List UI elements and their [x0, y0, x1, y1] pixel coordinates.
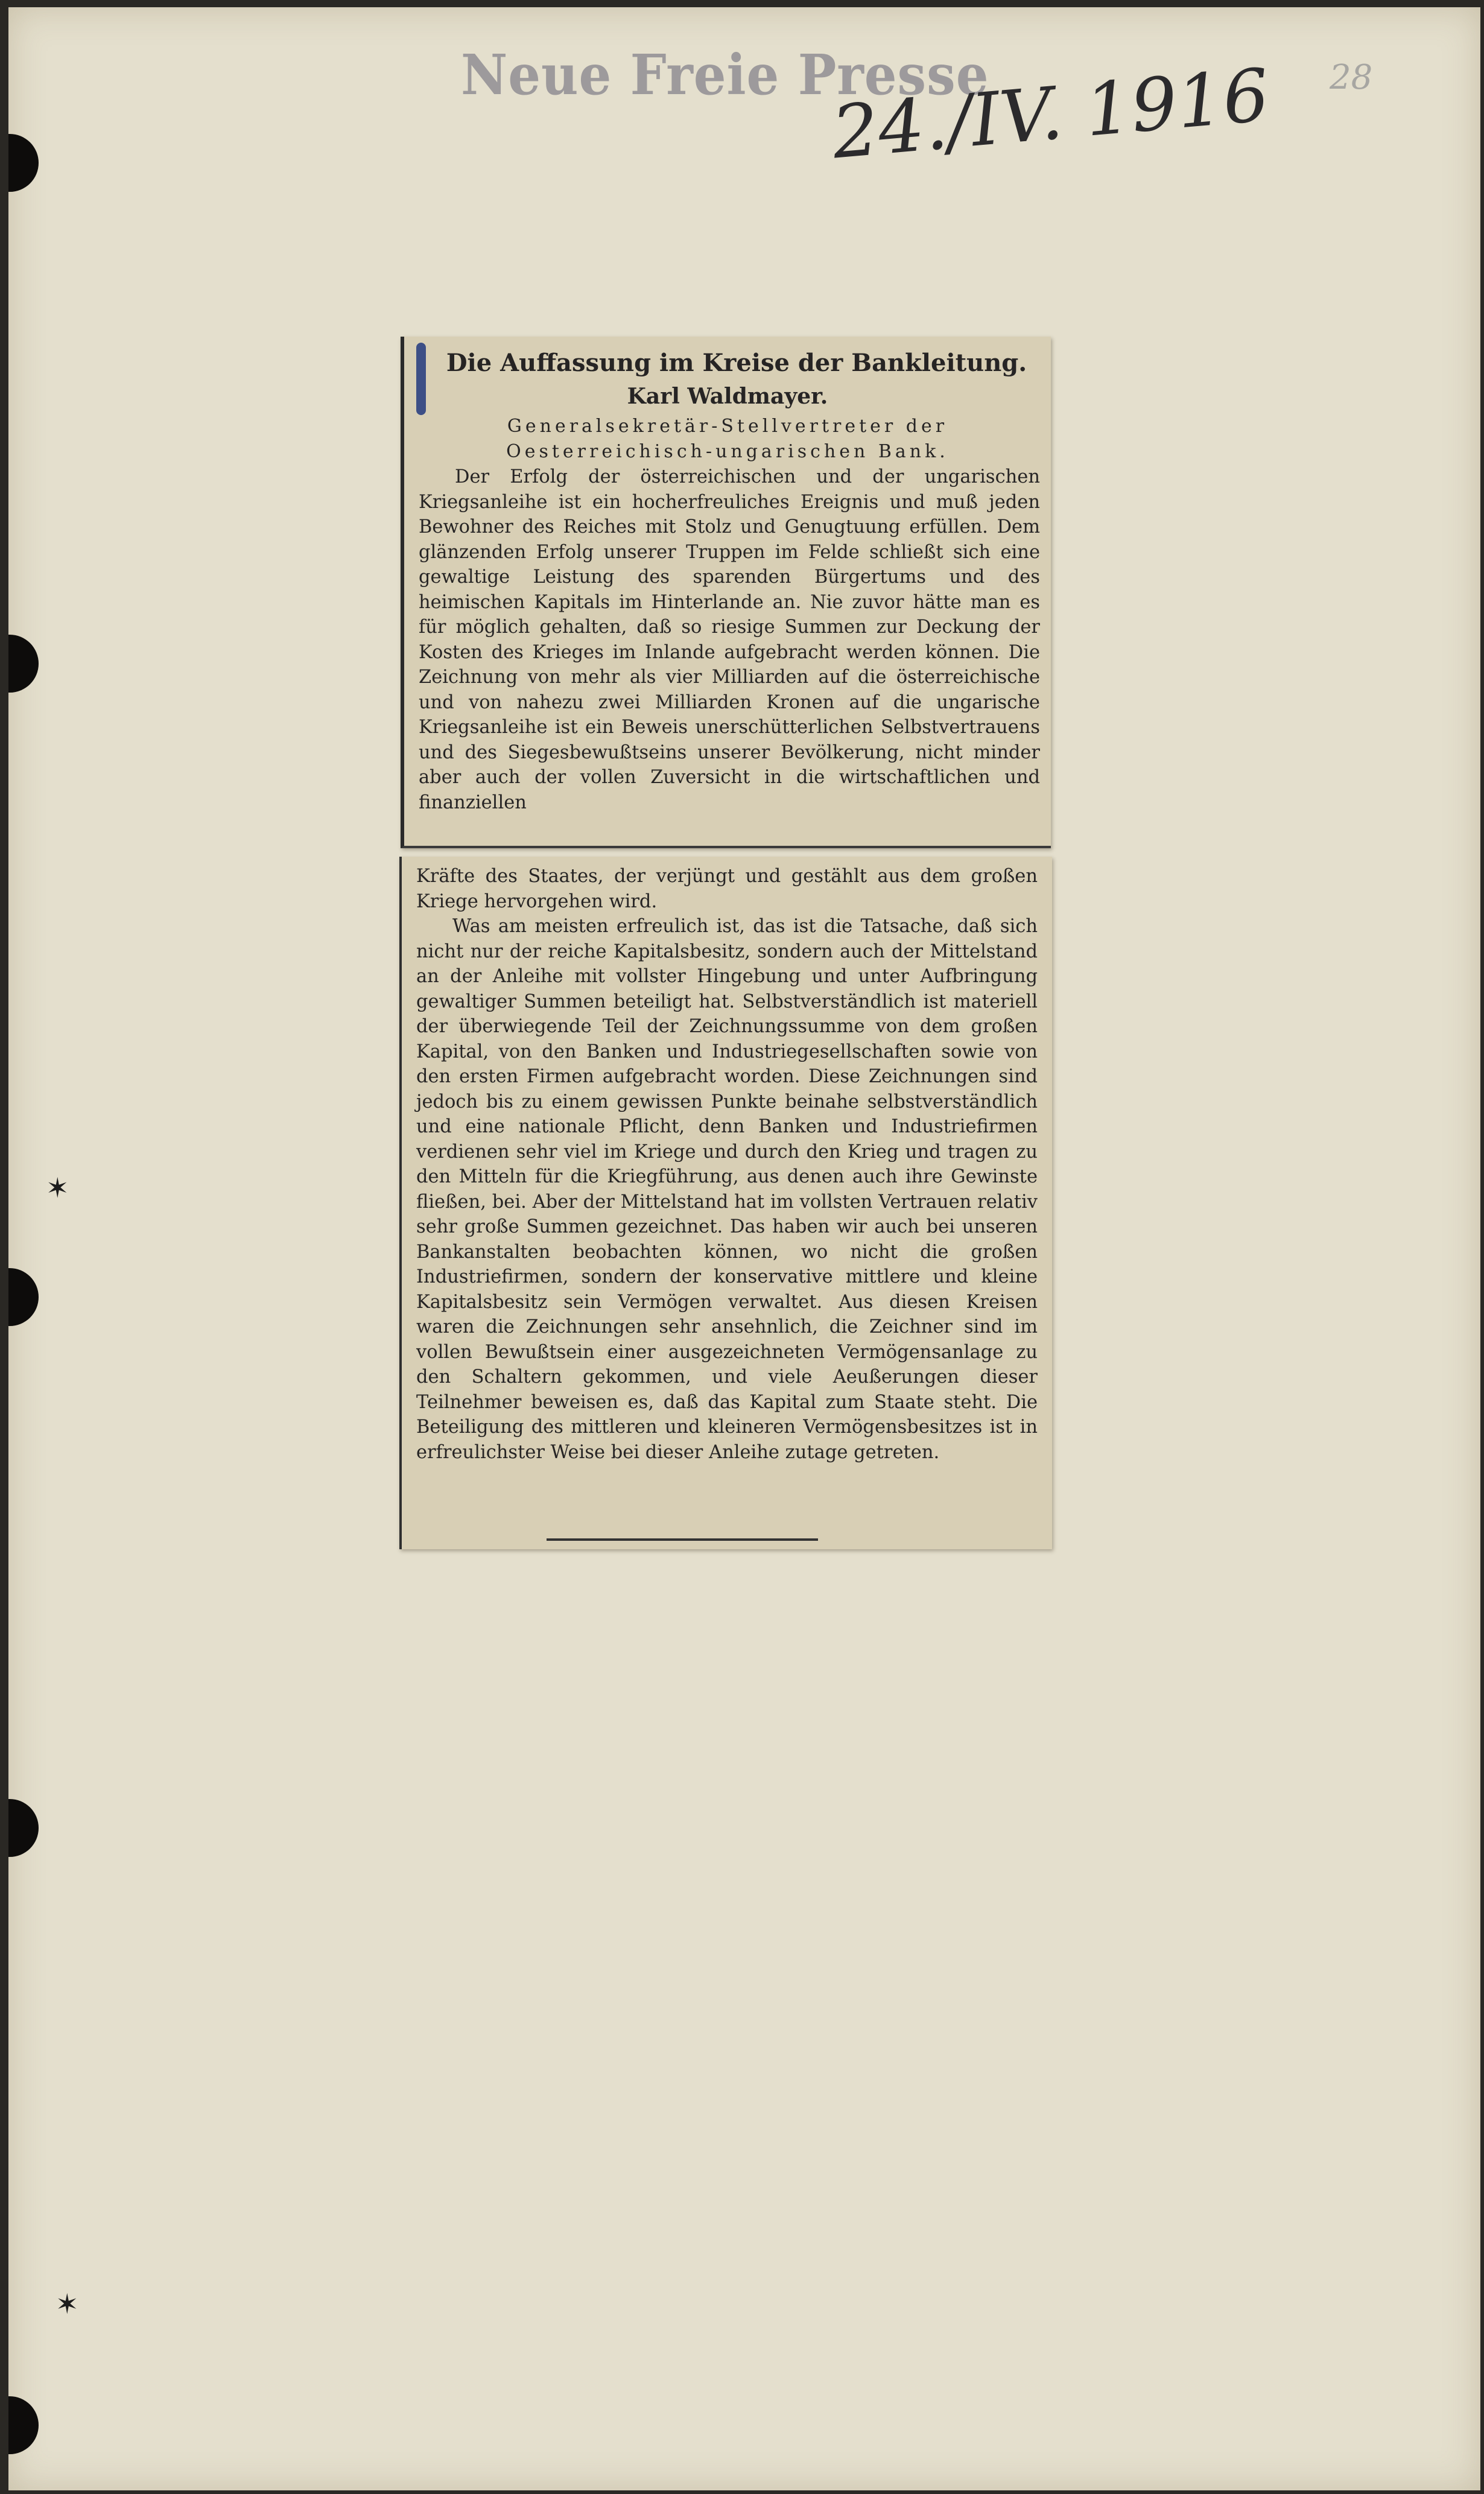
binder-hole	[8, 635, 39, 693]
author-position: Generalsekretär-Stellvertreter der Oesterreichisch-ungarischen Bank.	[506, 416, 949, 462]
binder-hole	[8, 1268, 39, 1326]
page-number: 28	[1330, 58, 1373, 97]
binder-hole	[8, 134, 39, 192]
archive-sheet	[8, 7, 1480, 2490]
ink-speck: ✶	[46, 1172, 69, 1204]
ink-speck: ✶	[55, 2288, 79, 2320]
article-body-part-2	[416, 864, 1038, 1509]
clipping-part-1	[401, 337, 1051, 848]
continuation-text: Kräfte des Staates, der verjüngt und gestählt aus dem großen Kriege hervorgehen wird.	[416, 866, 1038, 912]
article-headline: Die Auffassung im Kreise der Bankleitung.	[446, 349, 1027, 377]
article-paragraph: Was am meisten erfreulich ist, das ist die Tatsache, daß sich nicht nur der reiche Kapitalsbesitz, sondern auch der Mittelstand an der Anleihe mit vollster Hingebung und unter Aufbringung gewaltiger Summen beteiligt hat. Selbstverständlich ist materiell der überwiegende Teil der Zeichnungssumme von dem großen Kapital, von den Banken und Industriegesellschaften sowie von den ersten Firmen aufgebracht worden. Diese Zeichnungen sind jedoch bis zu einem gewissen Punkte beinahe selbstverständlich und eine nationale Pflicht, denn Banken und Industriefirmen verdienen sehr viel im Kriege und durch den Krieg und tragen zu den Mitteln für die Kriegführung, aus denen auch ihre Gewinste fließen, bei. Aber der Mittelstand hat im vollsten Vertrauen relativ sehr große Summen gezeichnet. Das haben wir auch bei unseren Bankanstalten beobachten können, wo nicht die großen Industriefirmen, sondern der konservative mittlere und kleine Kapitalsbesitz sein Vermögen verwaltet. Aus diesen Kreisen waren die Zeichnungen sehr ansehnlich, die Zeichner sind im vollen Bewußtsein einer ausgezeichneten Vermögensanlage zu den Schaltern gekommen, und viele Aeußerungen dieser Teilnehmer beweisen es, daß das Kapital zum Staate steht. Die Beteiligung des mittleren und kleineren Vermögensbesitzes ist in erfreulichster Weise bei dieser Anleihe zutage getreten.	[416, 916, 1038, 1463]
binder-hole	[8, 2396, 39, 2454]
article-author: Karl Waldmayer.	[627, 384, 828, 409]
end-rule	[547, 1538, 818, 1541]
article-body-part-1: Der Erfolg der österreichischen und der ungarischen Kriegsanleihe ist ein hocherfreuliches Ereignis und muß jeden Bewohner des Reiches mit Stolz und Genugtuung erfüllen. Dem glänzenden Erfolg unserer Truppen im Felde schließt sich eine gewaltige Leistung des sparenden Bürgertums und des heimischen Kapitals im Hinterlande an. Nie zuvor hätte man es für möglich gehalten, daß so riesige Summen zur Deckung der Kosten des Krieges im Inlande aufgebracht werden können. Die Zeichnung von mehr als vier Milliarden auf die österreichische und von nahezu zwei Milliarden Kronen auf die ungarische Kriegsanleihe ist ein Beweis unerschütterlichen Selbstvertrauens und des Siegesbewußtseins unserer Bevölkerung, nicht minder aber auch der vollen Zuversicht in die wirtschaftlichen und finanziellen	[419, 466, 1040, 813]
handwritten-date: 24./IV. 1916	[829, 53, 1273, 176]
clipping-part-2	[399, 857, 1052, 1549]
binder-hole	[8, 1799, 39, 1857]
newspaper-stamp: Neue Freie Presse	[461, 42, 989, 107]
